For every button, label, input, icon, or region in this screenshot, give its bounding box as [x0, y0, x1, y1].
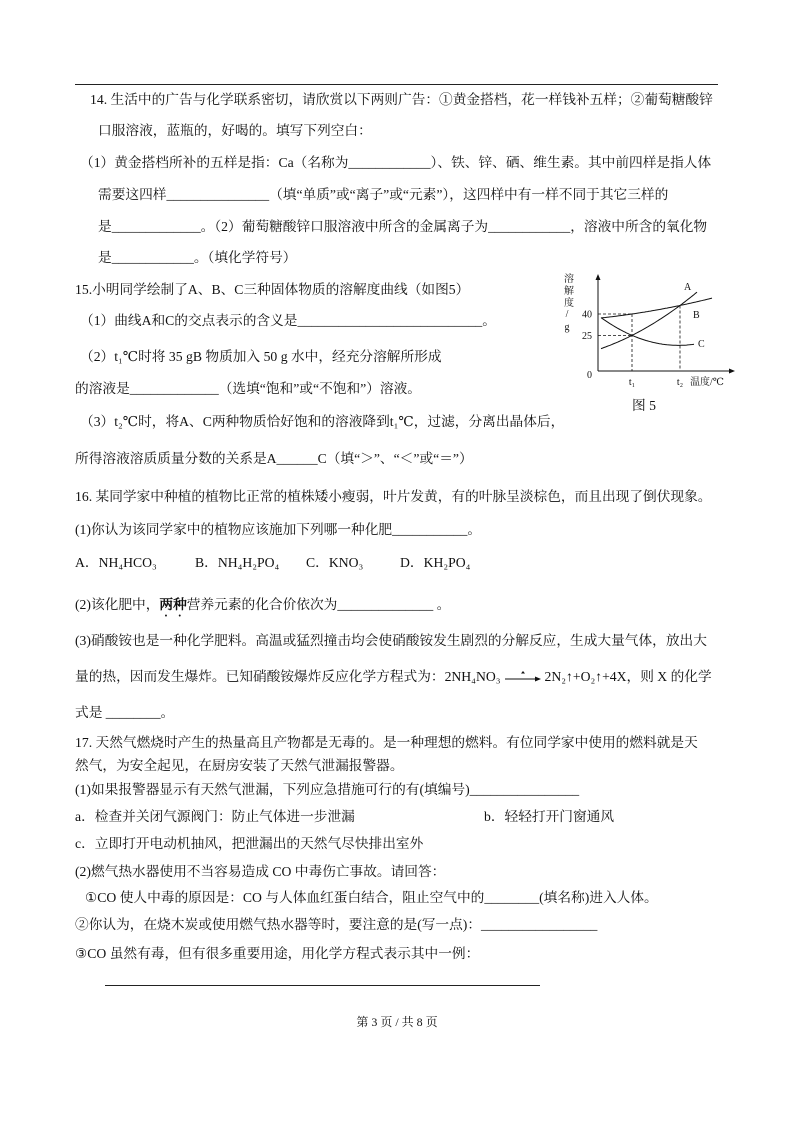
x-axis-label: 温度/℃ [690, 377, 724, 388]
q17-line-9: ③CO 虽然有毒，但有很多重要用途，用化学方程式表示其中一例： [75, 946, 480, 961]
q15-line-4: 的溶液是_____________（选填“饱和”或“不饱和”）溶液。 [75, 381, 421, 396]
solubility-chart [560, 266, 742, 394]
curve-label-A: A [684, 282, 692, 293]
q15-line-1: 15.小明同学绘制了A、B、C三种固体物质的溶解度曲线（如图5） [75, 282, 470, 297]
q14-line-5: 是_____________。（2）葡萄糖酸锌口服溶液中所含的金属离子为____________，溶液中所含的氧化物 [98, 219, 708, 234]
curve-label-C: C [698, 339, 705, 350]
q16-line-2: (1)你认为该同学家中的植物应该施加下列哪一种化肥___________。 [75, 522, 482, 537]
q17-option-a: a．检查并关闭气源阀门：防止气体进一步泄漏 [75, 809, 355, 824]
q14-line-1: 14. 生活中的广告与化学联系密切，请欣赏以下两则广告：①黄金搭档，花一样钱补五样；②葡萄糖酸锌 [90, 92, 713, 107]
tick-labels [582, 310, 683, 389]
q17-line-8: ②你认为，在烧木炭或使用燃气热水器等时，要注意的是(写一点)：_________________ [75, 917, 598, 932]
figure-caption: 图 5 [632, 398, 656, 413]
q16-option-d: D．KH₂PO₄ [400, 555, 471, 570]
q16-line-6-pre: 量的热，因而发生爆炸。已知硝酸铵爆炸反应化学方程式为：2NH₄NO₃ [75, 669, 501, 684]
q16-line-4 [75, 596, 450, 620]
y-axis-arrow [596, 274, 601, 280]
q15-line-3: （2）t₁℃时将 35 gB 物质加入 50 g 水中，经充分溶解所形成 [80, 349, 442, 364]
page-footer: 第 3 页 / 共 8 页 [356, 1015, 438, 1029]
q16-line-4-pre: (2)该化肥中， [75, 597, 160, 612]
q16-line-4-post: 营养元素的化合价依次为______________ 。 [186, 597, 451, 612]
q14-line-2: 口服溶液，蓝瓶的，好喝的。填写下列空白： [98, 123, 372, 138]
y-tick-label: 0 [587, 370, 592, 381]
q17-option-c: c．立即打开电动机抽风，把泄漏出的天然气尽快排出室外 [75, 836, 424, 851]
series-curves [601, 282, 712, 350]
q16-line-5: (3)硝酸铵也是一种化学肥料。高温或猛烈撞击均会使硝酸铵发生剧烈的分解反应，生成大量气体，放出大 [75, 633, 707, 648]
y-tick-label: 25 [582, 330, 592, 342]
q17-line-7: ①CO 使人中毒的原因是：CO 与人体血红蛋白结合，阻止空气中的________(填名称)进入人体。 [85, 890, 658, 905]
q16-option-a: A．NH₄HCO₃ [75, 555, 157, 570]
y-axis-label: 溶解度/g [561, 273, 573, 335]
y-tick-label: 40 [582, 309, 592, 321]
curve-A [601, 292, 697, 349]
x-tick-label: t₁ [628, 377, 636, 388]
q17-option-b: b．轻轻打开门窗通风 [484, 809, 615, 824]
curve-label-B: B [693, 310, 700, 321]
q16-emphasis: 两种 [159, 597, 187, 612]
x-tick-label: t₂ [676, 377, 684, 388]
reaction-arrow-icon [504, 671, 542, 685]
q16-line-1: 16. 某同学家中种植的植物比正常的植株矮小瘦弱，叶片发黄，有的叶脉呈淡棕色，而且出现了倒伏现象。 [75, 489, 712, 504]
q16-line-6-post: 2N₂↑+O₂↑+4X，则 X 的化学 [544, 669, 712, 684]
q17-line-1: 17. 天然气燃烧时产生的热量高且产物都是无毒的。是一种理想的燃料。有位同学家中使用的燃料就是天 [75, 735, 698, 750]
q16-line-6 [75, 668, 712, 686]
q14-line-6: 是____________。（填化学符号） [98, 250, 297, 265]
q14-line-4: 需要这四样_______________（填“单质”或“离子”或“元素”），这四样中有一样不同于其它三样的 [98, 187, 669, 202]
q17-line-3: (1)如果报警器显示有天然气泄漏，下列应急措施可行的有(填编号)________________ [75, 782, 580, 797]
answer-line [105, 985, 540, 986]
q17-line-2: 然气，为安全起见，在厨房安装了天然气泄漏报警器。 [75, 758, 404, 773]
x-axis-arrow [729, 369, 735, 374]
q17-line-6: (2)燃气热水器使用不当容易造成 CO 中毒伤亡事故。请回答： [75, 864, 446, 879]
q15-line-5: （3）t₂℃时，将A、C两种物质恰好饱和的溶液降到t₁℃，过滤，分离出晶体后， [80, 414, 565, 429]
q16-line-7: 式是 ________。 [75, 705, 175, 720]
q16-option-b: B．NH₄H₂PO₄ [195, 555, 280, 570]
header-rule [75, 84, 718, 85]
q14-line-3: （1）黄金搭档所补的五样是指：Ca（名称为____________）、铁、锌、硒、维生素。其中前四样是指人体 [80, 155, 712, 170]
q15-line-2: （1）曲线A和C的交点表示的含义是___________________________。 [80, 313, 496, 328]
q16-option-c: C．KNO₃ [306, 555, 364, 570]
q15-line-6: 所得溶液溶质质量分数的关系是A______C（填“＞”、“＜”或“＝”） [75, 451, 473, 466]
